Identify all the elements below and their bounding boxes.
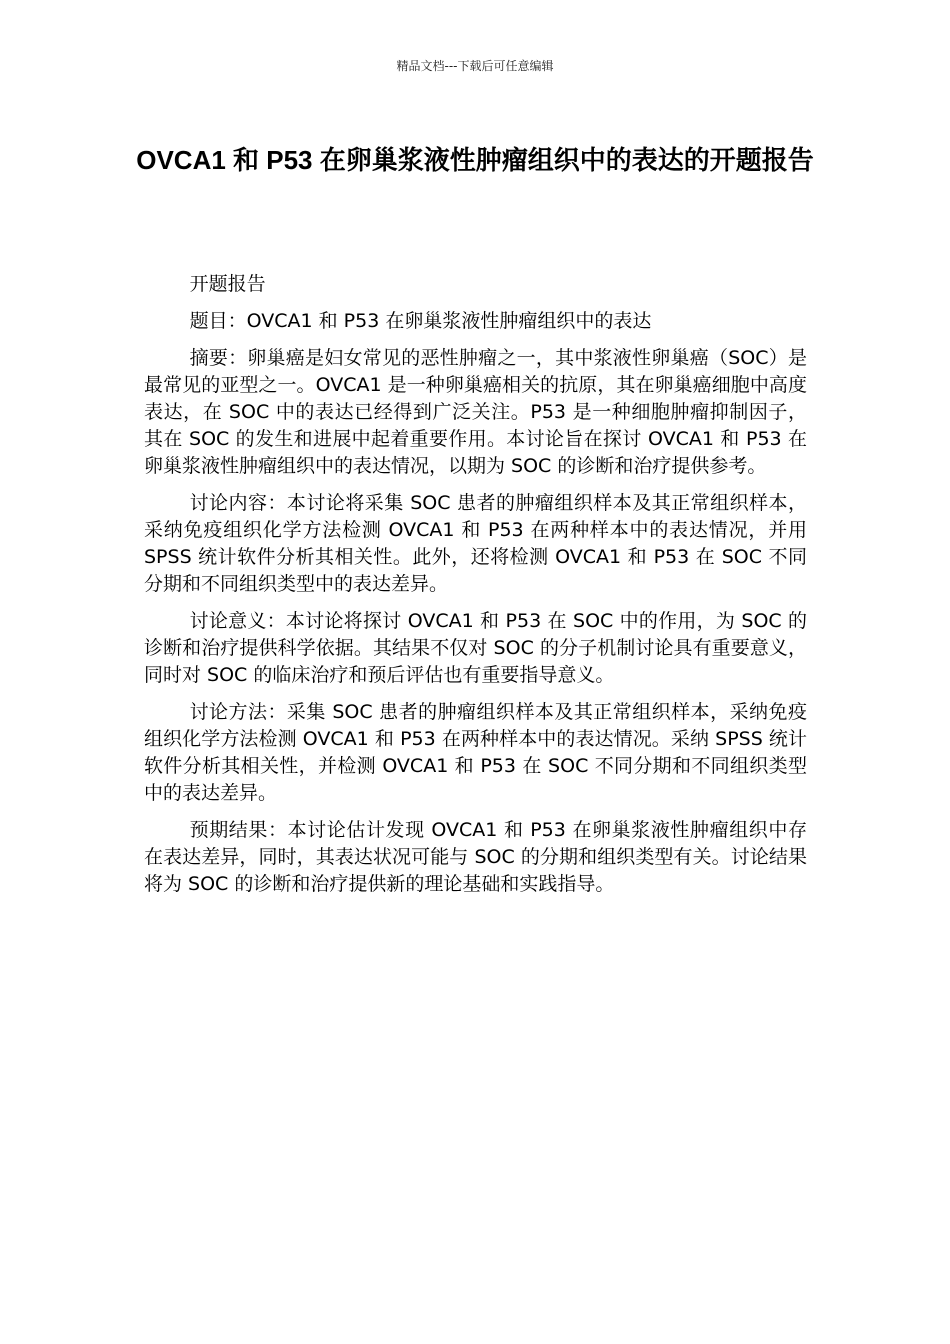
paragraph-content: 讨论内容：本讨论将采集 SOC 患者的肿瘤组织样本及其正常组织样本，采纳免疫组织化学方法检测 OVCA1 和 P53 在两种样本中的表达情况，并用 SPSS 统计软件分析其相关性。此外，还将检测 OVCA1 和 P53 在 SOC 不同分期和不同组织类型中的表达差异。 — [144, 492, 807, 595]
paragraph-topic: 题目：OVCA1 和 P53 在卵巢浆液性肿瘤组织中的表达 — [189, 310, 652, 332]
paragraph-abstract: 摘要：卵巢癌是妇女常见的恶性肿瘤之一，其中浆液性卵巢癌（SOC）是最常见的亚型之一。OVCA1 是一种卵巢癌相关的抗原，其在卵巢癌细胞中高度表达，在 SOC 中的表达已经得到广泛关注。P53 是一种细胞肿瘤抑制因子，其在 SOC 的发生和进展中起着重要作用。本讨论旨在探讨 OVCA1 和 P53 在卵巢浆液性肿瘤组织中的表达情况，以期为 SOC 的诊断和治疗提供参考。 — [144, 347, 807, 477]
document-title: OVCA1 和 P53 在卵巢浆液性肿瘤组织中的表达的开题报告 — [136, 145, 814, 175]
paragraph-expected-results: 预期结果：本讨论估计发现 OVCA1 和 P53 在卵巢浆液性肿瘤组织中存在表达差异，同时，其表达状况可能与 SOC 的分期和组织类型有关。讨论结果将为 SOC 的诊断和治疗提供新的理论基础和实践指导。 — [144, 819, 807, 895]
paragraph-methods: 讨论方法：采集 SOC 患者的肿瘤组织样本及其正常组织样本，采纳免疫组织化学方法检测 OVCA1 和 P53 在两种样本中的表达情况。采纳 SPSS 统计软件分析其相关性，并检测 OVCA1 和 P53 在 SOC 不同分期和不同组织类型中的表达差异。 — [144, 701, 807, 804]
paragraph-report-label: 开题报告 — [189, 273, 266, 295]
page-header-note: 精品文档---下载后可任意编辑 — [396, 59, 554, 73]
paragraph-significance: 讨论意义：本讨论将探讨 OVCA1 和 P53 在 SOC 中的作用，为 SOC 的诊断和治疗提供科学依据。其结果不仅对 SOC 的分子机制讨论具有重要意义，同时对 SOC 的临床治疗和预后评估也有重要指导意义。 — [144, 610, 807, 686]
document-body — [144, 271, 807, 908]
